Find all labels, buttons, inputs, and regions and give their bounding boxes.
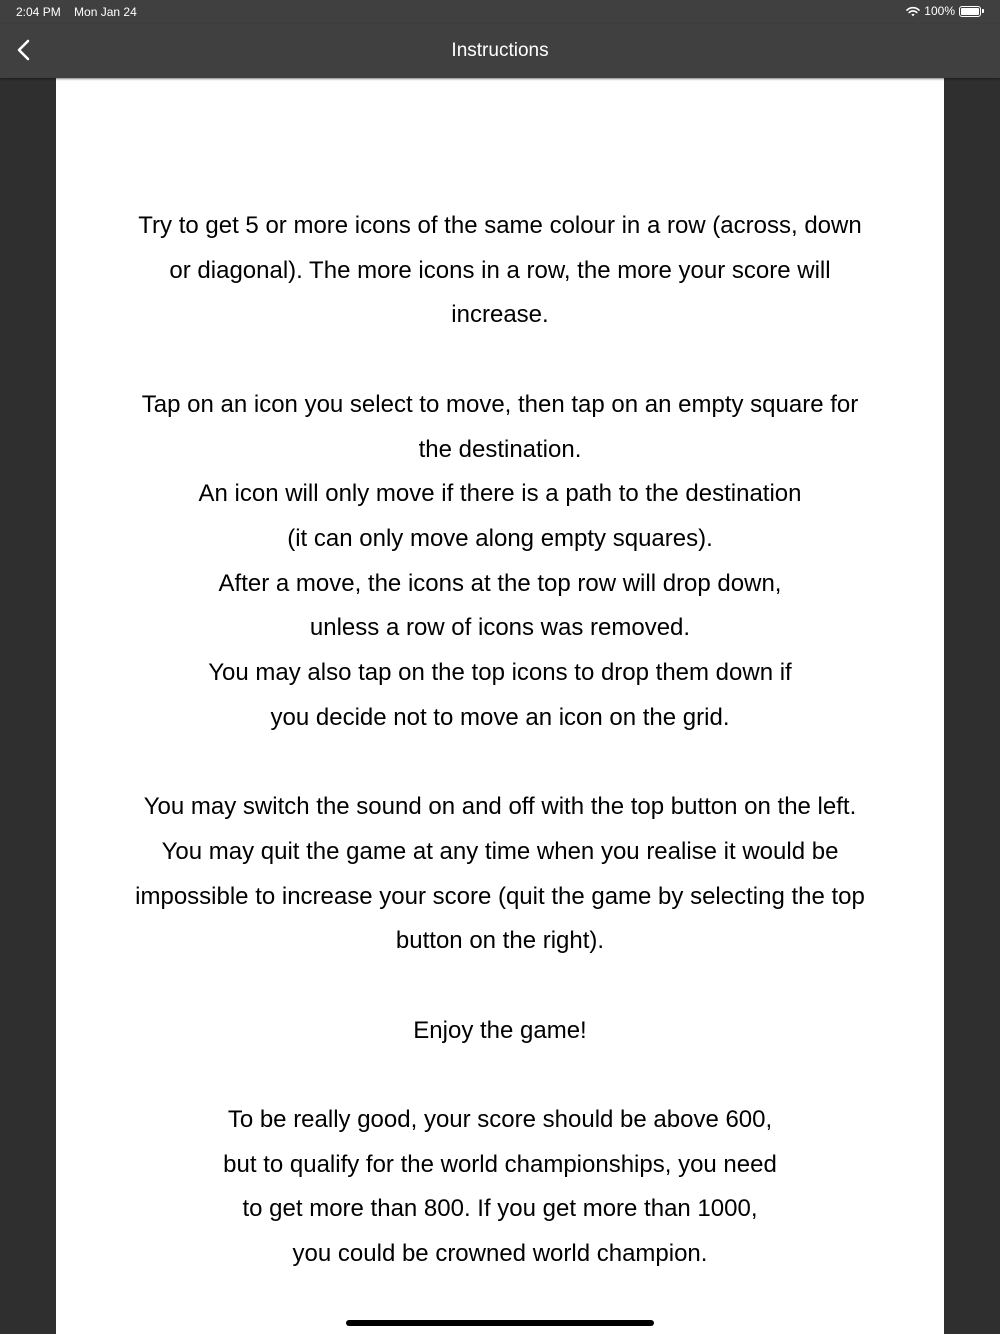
paragraph-scoring xyxy=(56,1098,944,1277)
text-line: increase. xyxy=(451,301,549,329)
battery-icon xyxy=(959,6,984,17)
text-line: You may also tap on the top icons to drop them down if xyxy=(208,659,792,687)
text-line: An icon will only move if there is a path to the destination xyxy=(198,480,802,508)
text-line: the destination. xyxy=(418,435,582,463)
paragraph-enjoy xyxy=(56,1009,944,1054)
text-line: Tap on an icon you select to move, then tap on an empty square for xyxy=(141,390,859,418)
text-line: To be really good, your score should be above 600, xyxy=(227,1106,773,1133)
paragraph-controls xyxy=(56,785,944,964)
text-line: button on the right). xyxy=(395,927,605,955)
text-line: you could be crowned world champion. xyxy=(292,1240,708,1268)
battery-body xyxy=(959,6,981,17)
text-line: or diagonal). The more icons in a row, the more your score will xyxy=(169,256,831,284)
battery-percentage: 100% xyxy=(924,4,955,18)
text-line: You may quit the game at any time when you realise it would be xyxy=(161,837,839,865)
text-line: You may switch the sound on and off with the top button on the left. xyxy=(143,793,857,821)
paragraph-goal xyxy=(56,204,944,338)
paragraph-gap xyxy=(56,1053,944,1098)
home-indicator[interactable] xyxy=(346,1320,654,1326)
text-line: Try to get 5 or more icons of the same colour in a row (across, down xyxy=(138,212,862,239)
text-line: After a move, the icons at the top row will drop down, xyxy=(218,569,782,597)
status-time: 2:04 PM xyxy=(16,5,61,19)
text-line: but to qualify for the world championships, you need xyxy=(223,1150,777,1178)
status-date: Mon Jan 24 xyxy=(74,5,137,19)
battery-fill xyxy=(961,8,979,15)
instructions-panel[interactable] xyxy=(56,78,944,1334)
paragraph-moving xyxy=(56,383,944,741)
navigation-bar xyxy=(0,24,1000,78)
paragraph-gap xyxy=(56,338,944,383)
status-bar xyxy=(0,0,1000,24)
paragraph-gap xyxy=(56,740,944,785)
text-line: impossible to increase your score (quit the game by selecting the top xyxy=(135,882,865,910)
status-left xyxy=(16,5,147,19)
text-line: to get more than 800. If you get more than 1000, xyxy=(242,1195,758,1223)
text-line: (it can only move along empty squares). xyxy=(287,524,713,552)
text-line: unless a row of icons was removed. xyxy=(309,614,691,642)
instructions-text xyxy=(56,204,944,1277)
status-right xyxy=(906,4,984,18)
text-line: Enjoy the game! xyxy=(413,1016,587,1044)
page-title: Instructions xyxy=(451,40,549,61)
paragraph-gap xyxy=(56,964,944,1009)
battery-cap xyxy=(982,9,984,13)
text-line: you decide not to move an icon on the grid. xyxy=(270,703,730,731)
wifi-icon xyxy=(906,6,920,17)
